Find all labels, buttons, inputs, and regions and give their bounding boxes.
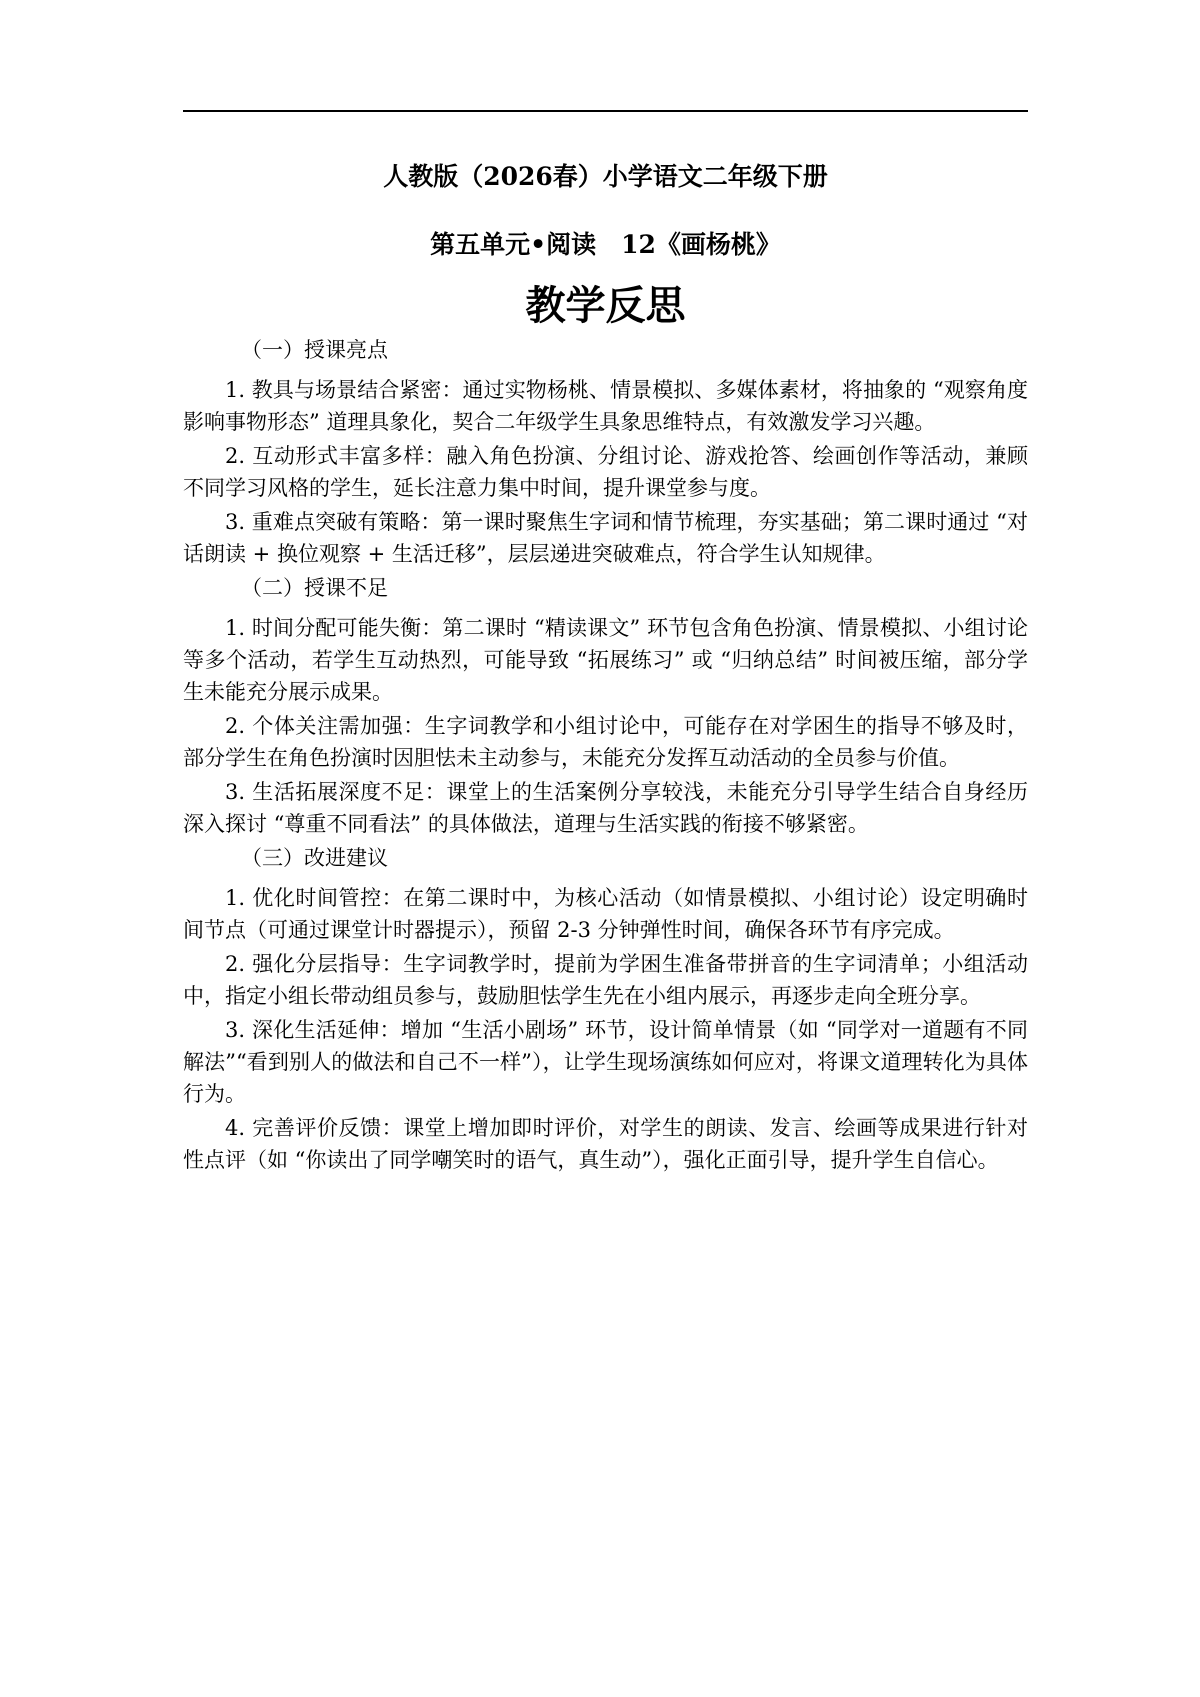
paragraph: 2. 个体关注需加强：生字词教学和小组讨论中，可能存在对学困生的指导不够及时，部分学生在角色扮演时因胆怯未主动参与，未能充分发挥互动活动的全员参与价值。 bbox=[183, 714, 1028, 770]
page-title: 教学反思 bbox=[525, 282, 686, 329]
section-heading: （二）授课不足 bbox=[241, 576, 388, 600]
paragraph: 1. 优化时间管控：在第二课时中，为核心活动（如情景模拟、小组讨论）设定明确时间节点（可通过课堂计时器提示），预留 2-3 分钟弹性时间，确保各环节有序完成。 bbox=[183, 886, 1028, 942]
paragraph: 4. 完善评价反馈：课堂上增加即时评价，对学生的朗读、发言、绘画等成果进行针对性点评（如 “你读出了同学嘲笑时的语气，真生动”），强化正面引导，提升学生自信心。 bbox=[183, 1116, 1028, 1172]
section-shortcomings bbox=[183, 572, 1028, 840]
paragraph: 3. 重难点突破有策略：第一课时聚焦生字词和情节梳理，夯实基础；第二课时通过 “对话朗读 + 换位观察 + 生活迁移”，层层递进突破难点，符合学生认知规律。 bbox=[183, 510, 1028, 566]
paragraph: 3. 生活拓展深度不足：课堂上的生活案例分享较浅，未能充分引导学生结合自身经历深入探讨 “尊重不同看法” 的具体做法，道理与生活实践的衔接不够紧密。 bbox=[183, 780, 1028, 836]
paragraph: 2. 互动形式丰富多样：融入角色扮演、分组讨论、游戏抢答、绘画创作等活动，兼顾不同学习风格的学生，延长注意力集中时间，提升课堂参与度。 bbox=[183, 444, 1028, 500]
paragraph: 3. 深化生活延伸：增加 “生活小剧场” 环节，设计简单情景（如 “同学对一道题有不同解法”“看到别人的做法和自己不一样”），让学生现场演练如何应对，将课文道理转化为具体行为。 bbox=[183, 1018, 1028, 1106]
section-heading: （一）授课亮点 bbox=[241, 338, 388, 362]
paragraph: 1. 教具与场景结合紧密：通过实物杨桃、情景模拟、多媒体素材，将抽象的 “观察角度影响事物形态” 道理具象化，契合二年级学生具象思维特点，有效激发学习兴趣。 bbox=[183, 378, 1028, 434]
document-body bbox=[183, 334, 1028, 1178]
header-rule bbox=[183, 110, 1028, 112]
section-highlights bbox=[183, 334, 1028, 570]
section-improvements bbox=[183, 842, 1028, 1176]
textbook-subtitle: 人教版（2026春）小学语文二年级下册 bbox=[383, 162, 828, 191]
paragraph: 2. 强化分层指导：生字词教学时，提前为学困生准备带拼音的生字词清单；小组活动中，指定小组长带动组员参与，鼓励胆怯学生先在小组内展示，再逐步走向全班分享。 bbox=[183, 952, 1028, 1008]
lesson-subtitle: 第五单元•阅读 12《画杨桃》 bbox=[430, 230, 781, 259]
section-heading: （三）改进建议 bbox=[241, 846, 388, 870]
paragraph: 1. 时间分配可能失衡：第二课时 “精读课文” 环节包含角色扮演、情景模拟、小组讨论等多个活动，若学生互动热烈，可能导致 “拓展练习” 或 “归纳总结” 时间被压缩，部分学生未能充分展示成果。 bbox=[183, 616, 1028, 704]
